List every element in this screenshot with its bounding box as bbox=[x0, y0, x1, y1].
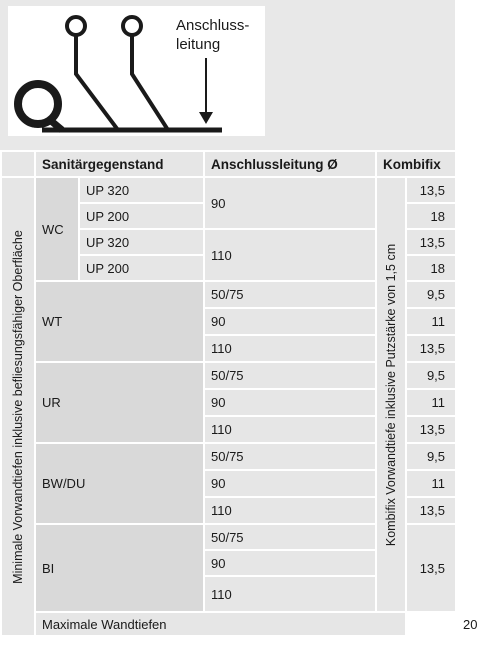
left-vertical-label-cell bbox=[1, 177, 35, 636]
connection-pipe-2 bbox=[132, 35, 168, 130]
header-sanitaergegenstand: Sanitärgegenstand bbox=[35, 151, 204, 177]
table-header-row bbox=[1, 151, 456, 177]
wt-anschluss-2: 90 bbox=[204, 308, 376, 335]
connection-outlet-1 bbox=[67, 17, 85, 35]
bwdu-label: BW/DU bbox=[35, 443, 204, 524]
wc-value-3: 13,5 bbox=[406, 229, 456, 255]
header-kombifix: Kombifix bbox=[376, 151, 456, 177]
right-vertical-label-cell bbox=[376, 177, 406, 612]
bi-anschluss-1: 50/75 bbox=[204, 524, 376, 550]
wc-anschluss-110: 110 bbox=[204, 229, 376, 281]
ur-value-2: 11 bbox=[406, 389, 456, 416]
ur-label: UR bbox=[35, 362, 204, 443]
wc-anschluss-90: 90 bbox=[204, 177, 376, 229]
wc-label: WC bbox=[35, 177, 79, 281]
ur-value-3: 13,5 bbox=[406, 416, 456, 443]
wc-sub-3: UP 320 bbox=[79, 229, 204, 255]
depth-table bbox=[0, 150, 477, 637]
wt-value-1: 9,5 bbox=[406, 281, 456, 308]
table-row bbox=[1, 177, 456, 203]
wc-sub-1: UP 320 bbox=[79, 177, 204, 203]
bwdu-anschluss-2: 90 bbox=[204, 470, 376, 497]
diagram-label-line2: leitung bbox=[176, 36, 221, 53]
bi-value: 13,5 bbox=[406, 524, 456, 612]
diagram-label-line1: Anschluss- bbox=[176, 17, 250, 34]
bwdu-value-1: 9,5 bbox=[406, 443, 456, 470]
wc-value-4: 18 bbox=[406, 255, 456, 281]
wt-label: WT bbox=[35, 281, 204, 362]
wc-value-1: 13,5 bbox=[406, 177, 456, 203]
wc-value-2: 18 bbox=[406, 203, 456, 229]
right-vertical-label: Kombifix Vorwandtiefe inklusive Putzstärke von 1,5 cm bbox=[384, 243, 398, 546]
bi-anschluss-3: 110 bbox=[204, 576, 376, 612]
wt-anschluss-3: 110 bbox=[204, 335, 376, 362]
wc-sub-4: UP 200 bbox=[79, 255, 204, 281]
ur-value-1: 9,5 bbox=[406, 362, 456, 389]
header-anschlussleitung: Anschlussleitung Ø bbox=[204, 151, 376, 177]
wt-value-2: 11 bbox=[406, 308, 456, 335]
bi-label: BI bbox=[35, 524, 204, 612]
connection-outlet-2 bbox=[123, 17, 141, 35]
footer-spacer bbox=[406, 612, 456, 636]
ur-anschluss-3: 110 bbox=[204, 416, 376, 443]
connection-pipe-1 bbox=[76, 35, 118, 130]
left-vertical-label: Minimale Vorwandtiefen inklusive befliesungsfähiger Oberfläche bbox=[11, 229, 25, 584]
ur-anschluss-1: 50/75 bbox=[204, 362, 376, 389]
bi-anschluss-2: 90 bbox=[204, 550, 376, 576]
wt-anschluss-1: 50/75 bbox=[204, 281, 376, 308]
footer-label: Maximale Wandtiefen bbox=[35, 612, 406, 636]
bwdu-value-3: 13,5 bbox=[406, 497, 456, 524]
wc-sub-2: UP 200 bbox=[79, 203, 204, 229]
bwdu-anschluss-3: 110 bbox=[204, 497, 376, 524]
wt-value-3: 13,5 bbox=[406, 335, 456, 362]
diagram-label bbox=[176, 16, 249, 54]
table-footer-row: Maximale Wandtiefen 20 bbox=[1, 612, 456, 636]
header-corner bbox=[1, 151, 35, 177]
ur-anschluss-2: 90 bbox=[204, 389, 376, 416]
bwdu-anschluss-1: 50/75 bbox=[204, 443, 376, 470]
arrow-down-icon bbox=[199, 112, 213, 124]
bwdu-value-2: 11 bbox=[406, 470, 456, 497]
